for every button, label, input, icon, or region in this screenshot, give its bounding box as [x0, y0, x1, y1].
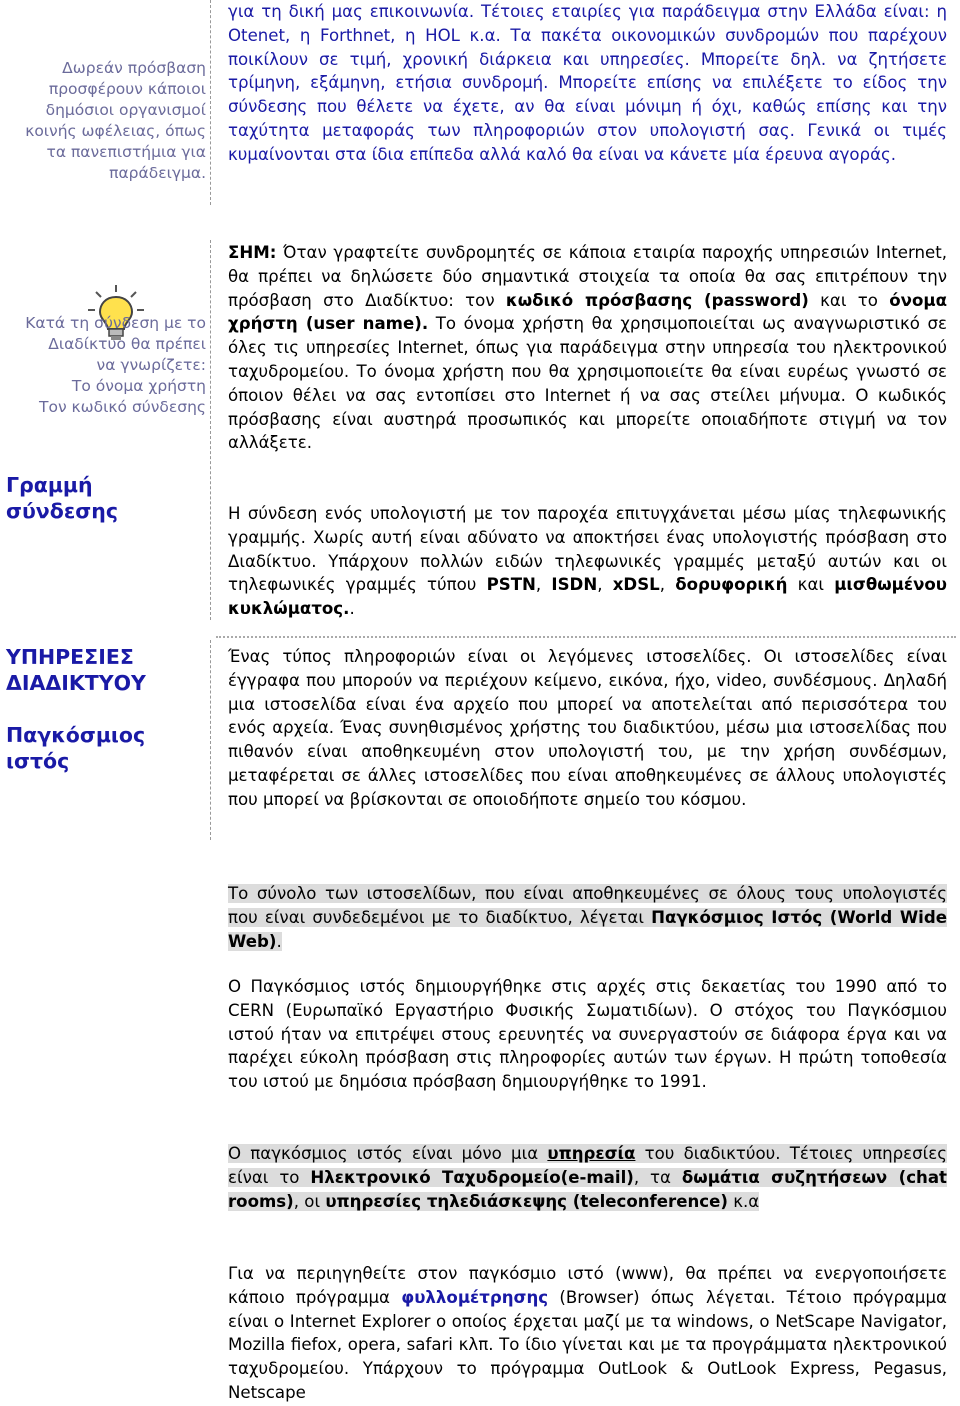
paragraph-text: Ο Παγκόσμιος ιστός δημιουργήθηκε στις αρχές στις δεκαετίας του 1990 από το CERN (Ευρωπαϊκό Εργαστήριο Φυσικής Σωματιδίων). Ο στόχος του Παγκόσμιου ιστού ήταν να επιτρέψει στους ερευνητές να συνεργαστούν σε διάφορα έργα και να παρέχει εύκολη πρόσβαση στις πληροφορίες αυτών των έργων. Η πρώτη τοποθεσία του ιστού με δημόσια πρόσβαση δημιουργήθηκε το 1991.: [228, 977, 947, 1092]
side-note-login-line: Διαδίκτυο θα πρέπει: [48, 335, 206, 353]
paragraph-text: κ.α: [727, 1191, 760, 1211]
side-heading-line: Παγκόσμιος: [6, 723, 146, 747]
paragraph-text: του διαδικτύου. Τέτοιες υπηρεσίες είναι το: [228, 1144, 947, 1187]
term-username: όνομα χρήστη (user name).: [228, 290, 947, 334]
note-label: ΣΗΜ:: [228, 243, 277, 262]
separator: ,: [597, 575, 613, 595]
side-heading-line: σύνδεσης: [6, 499, 118, 523]
separator: ,: [535, 575, 552, 595]
paragraph-text: για τη δική μας επικοινωνία. Τέτοιες εταιρίες για παράδειγμα στην Ελλάδα είναι: η Otenet, η Forthnet, η HOL κ.α. Τα πακέτα οικονομικών συνδρομών που παρέχουν ποικίλουν σε τιμή, χρονική διάρκεια και υπηρεσίες. Μπορείτε δηλ. να ζητήσετε τρίμηνη, εξάμηνη, ετήσια συνδρομή. Μπορείτε επίσης να επιλέξετε το είδος την σύνδεσης που θέλετε να έχετε, αν θα είναι μόνιμη ή όχι, καθώς επίσης και την ταχύτητα μεταφοράς των πληροφοριών στον υπολογιστή σας. Γενικά οι τιμές κυμαίνονται στα ίδια επίπεδα αλλά καλό θα είναι να κάνετε μία έρευνα αγοράς.: [228, 2, 947, 164]
paragraph-www-definition: [228, 882, 947, 953]
term-service: υπηρεσία: [547, 1144, 636, 1163]
column-divider: [210, 0, 211, 205]
side-heading-internet-services: [6, 644, 146, 696]
column-divider: [210, 240, 211, 620]
paragraph-browser: [228, 1262, 947, 1405]
term-pstn: PSTN: [486, 575, 536, 595]
term-password: κωδικό πρόσβασης (password): [505, 290, 809, 310]
paragraph-text: Όταν γραφτείτε συνδρομητές σε κάποια εταιρία παροχής υπηρεσιών Internet, θα πρέπει να δηλώσετε δύο σημαντικά στοιχεία τα οποία θα σας επιτρέπουν την πρόσβαση στο Διαδίκτυο: τον: [228, 243, 947, 310]
side-heading-line: ΥΠΗΡΕΣΙΕΣ: [6, 645, 134, 669]
paragraph-phone-line: [228, 502, 947, 621]
paragraph-text: Η σύνδεση ενός υπολογιστή με τον παροχέα επιτυγχάνεται μέσω μίας τηλεφωνικής γραμμής. Χωρίς αυτή είναι αδύνατο να αποκτήσει ένας υπολογιστής πρόσβαση στο Διαδίκτυο. Υπάρχουν πολλών ειδών τηλεφωνικές γραμμές μεταξύ αυτών και οι τηλεφωνικές γραμμές τύπου: [228, 504, 947, 595]
side-note-login-line: Τον κωδικό σύνδεσης: [39, 398, 206, 416]
paragraph-text: Το σύνολο των ιστοσελίδων, που είναι αποθηκευμένες σε όλους τους υπολογιστές που είναι συνδεδεμένοι με το διαδίκτυο, λέγεται: [228, 884, 947, 927]
term-world-wide-web: Παγκόσμιος Ιστός (World Wide Web): [228, 907, 947, 951]
paragraph-text: Για να περιηγηθείτε στον παγκόσμιο ιστό (www), θα πρέπει να ενεργοποιήσετε κάποιο πρόγραμμα: [228, 1264, 947, 1307]
side-note-login-line: Κατά τη σύνδεση με το: [25, 314, 206, 332]
term-isdn: ISDN: [551, 575, 598, 595]
paragraph-text: .: [349, 599, 355, 619]
side-note-login: [2, 313, 206, 418]
paragraph-www-history: [228, 975, 947, 1094]
side-note-login-line: Το όνομα χρήστη: [71, 377, 206, 395]
side-heading-connection-line: [6, 472, 118, 524]
highlighted-text: [228, 884, 947, 951]
term-xdsl: xDSL: [612, 575, 660, 595]
side-heading-line: ΔΙΑΔΙΚΤΥΟΥ: [6, 671, 146, 695]
paragraph-text: και: [787, 575, 835, 595]
paragraph-text: Ένας τύπος πληροφοριών είναι οι λεγόμενες ιστοσελίδες. Οι ιστοσελίδες είναι έγγραφα που μπορούν να περιέχουν κείμενο, εικόνα, ήχο, video, συνδέσμους. Δηλαδή μια ιστοσελίδα είναι ένα αρχείο που μπορεί να αποτελείται από περισσότερα του ενός αρχεία. Ένας συνηθισμένος χρήστης του διαδικτύου, μέσω μια ιστοσελίδας που πιθανόν είναι αποθηκευμένη στον υπολογιστή του, με την χρήση συνδέσμων, μεταφέρεται σε άλλες ιστοσελίδες που είναι αποθηκευμένες σε άλλους υπολογιστές που μπορεί να βρίσκονται σε οποιοδήποτε σημείο του κόσμου.: [228, 647, 947, 809]
paragraph-text: , οι: [293, 1191, 326, 1211]
side-note-free-access: Δωρεάν πρόσβαση προσφέρουν κάποιοι δημόσιοι οργανισμοί κοινής ωφέλειας, όπως τα πανεπιστήμια για παράδειγμα.: [25, 59, 206, 182]
paragraph-text: Ο παγκόσμιος ιστός είναι μόνο μια: [228, 1144, 548, 1163]
highlighted-text: [228, 1144, 947, 1211]
term-satellite: δορυφορική: [675, 575, 788, 595]
term-browser: φυλλομέτρησης: [401, 1287, 549, 1307]
term-leased-line: μισθωμένου κυκλώματος.: [228, 575, 947, 619]
sidebar: [0, 0, 210, 1406]
paragraph-webpages: [228, 645, 947, 812]
paragraph-text: .: [276, 931, 282, 951]
column-divider: [210, 640, 211, 840]
paragraph-services: [228, 1142, 947, 1213]
side-note-login-line: να γνωρίζετε:: [96, 356, 206, 374]
term-email: Ηλεκτρονικό Ταχυδρομείο(e-mail): [310, 1167, 634, 1187]
term-teleconference: υπηρεσίες τηλεδιάσκεψης (teleconference): [325, 1191, 728, 1211]
paragraph-text: , τα: [633, 1167, 682, 1187]
paragraph-text: (Browser) όπως λέγεται. Τέτοιο πρόγραμμα είναι ο Internet Explorer ο οποίος έρχεται μαζί με τα windows, ο NetScape Navigator, Mozilla fiefox, opera, safari κλπ. Το ίδιο γίνεται και με τα προγράμματα ηλεκτρονικού ταχυδρομείου. Υπάρχουν το πρόγραμμα OutLook & OutLook Express, Pegasus, Netscape: [228, 1287, 947, 1402]
paragraph-note-credentials: [228, 241, 947, 455]
side-heading-www: [6, 722, 145, 774]
side-heading-line: ιστός: [6, 749, 70, 773]
paragraph-providers: [228, 0, 947, 167]
section-divider: [216, 636, 956, 638]
separator: ,: [659, 575, 676, 595]
side-heading-line: Γραμμή: [6, 473, 93, 497]
paragraph-text: και το: [808, 290, 890, 310]
paragraph-text: Το όνομα χρήστη θα χρησιμοποιείται ως αναγνωριστικό σε όλες τις υπηρεσίες Internet, όπως για παράδειγμα στην υπηρεσία του ηλεκτρονικού ταχυδρομείου. Το όνομα χρήστη που θα χρησιμοποιείτε θα είναι ευρέως γνωστό σε όποιον θέλει να σας εντοπίσει στο Internet ή να σας στείλει μήνυμα. Ο κωδικός πρόσβασης είναι αυστηρά προσωπικός και μπορείτε οποιαδήποτε στιγμή να τον αλλάξετε.: [228, 314, 947, 453]
term-chat-rooms: δωμάτια συζητήσεων (chat rooms): [228, 1167, 947, 1211]
